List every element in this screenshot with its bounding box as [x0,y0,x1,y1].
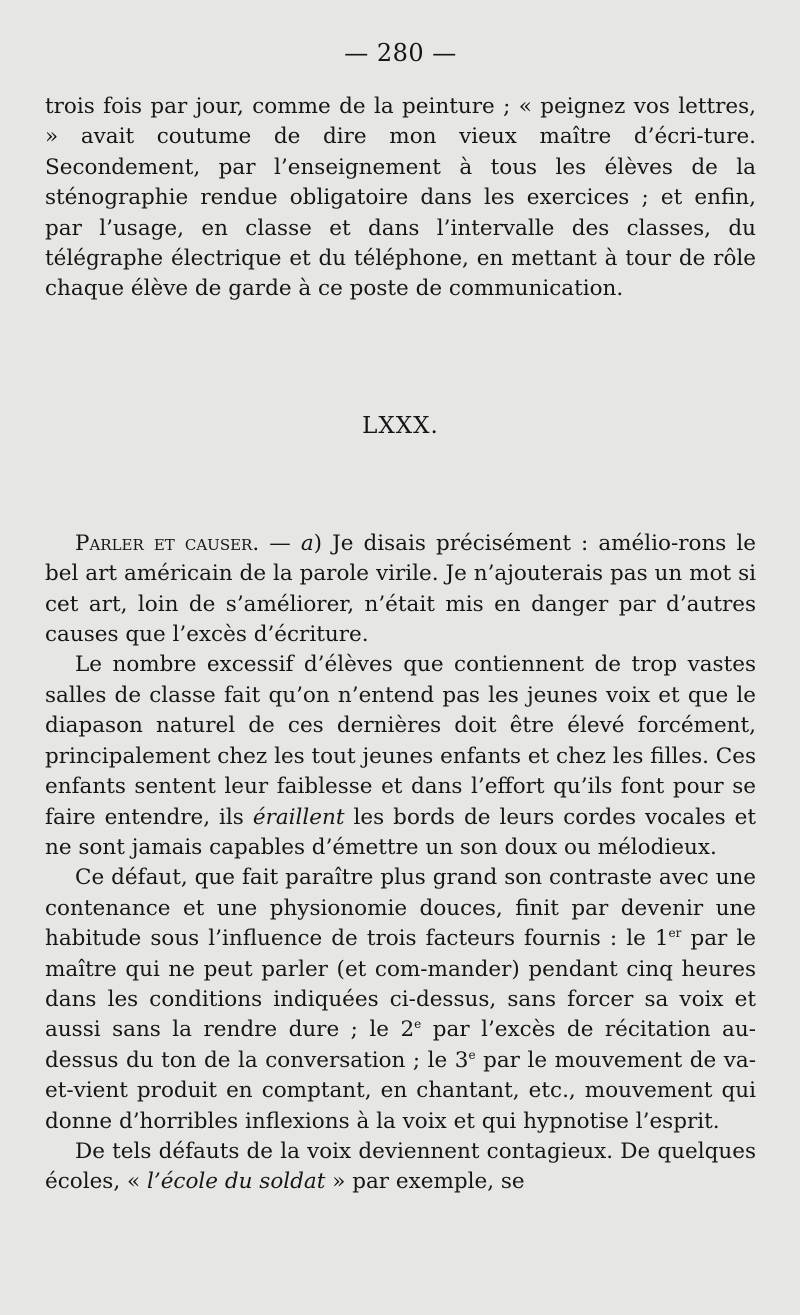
paragraph-text: Ce défaut, que fait paraître plus grand son contraste avec une contenance et une physionomie douces, finit par devenir une habitude sous l’influence de trois facteurs fournis : le 1 [45,865,756,952]
paragraph-ce-defaut [45,863,756,1137]
emphasis-text: l’école du soldat [147,1169,326,1195]
ordinal-suffix: e [414,1017,422,1032]
section-heading: LXXX. [362,412,439,439]
paragraph-text: les bords de leurs cordes vocales et ne sont jamais capables d’émettre un son doux ou mélodieux. [45,804,756,860]
emphasis-text: éraillent [252,804,345,830]
paragraph-nombre-excessif [45,650,756,863]
paragraph-text: De tels défauts de la voix deviennent contagieux. De quelques écoles, « [45,1138,756,1195]
dash: — [259,530,301,556]
paragraph-defauts-contagieux [45,1137,756,1198]
item-marker-paren: ) [313,530,323,556]
ordinal-suffix: e [468,1047,476,1062]
paragraph-parler-et-causer [45,529,756,651]
paragraph-text: par l’excès de récitation au-dessus du ton de la conversation ; le 3 [45,1017,756,1073]
paragraph-text: » par exemple, se [325,1169,525,1195]
paragraph-text: par le maître qui ne peut parler (et com-mander) pendant cinq heures dans les conditions indiquées ci-dessus, sans forcer sa voix et aussi sans la rendre dure ; le 2 [45,926,756,1043]
section-title-lead: Parler et causer. [75,530,260,556]
paragraph-text: Le nombre excessif d’élèves que contiennent de trop vastes salles de classe fait qu’on n’entend pas les jeunes voix et que le diapason naturel de ces dernières doit être élevé forcément, principalement chez les tout jeunes enfants et chez les filles. Ces enfants sentent leur faiblesse et dans l’effort qu’ils font pour se faire entendre, ils [45,652,756,830]
paragraph-text: par le mouvement de va-et-vient produit en comptant, en chantant, etc., mouvement qui donne d’horribles inflexions à la voix et qui hypnotise l’esprit. [45,1047,756,1134]
item-marker-letter: a [300,530,314,556]
ordinal-suffix: er [668,925,682,940]
continued-paragraph: trois fois par jour, comme de la peinture ; « peignez vos lettres, » avait coutume de dire mon vieux maître d’écri-ture. Secondement, par l’enseignement à tous les élèves de la sténographie rendue obligatoire dans les exercices ; et enfin, par l’usage, en classe et dans l’intervalle des classes, du télégraphe électrique et du téléphone, en mettant à tour de rôle chaque élève de garde à ce poste de communication. [45,94,756,302]
page-number: — 280 — [344,39,457,67]
paragraph-text: Je disais précisément : amélio-rons le bel art américain de la parole virile. Je n’ajouterais pas un mot si cet art, loin de s’améliorer, n’était mis en danger par d’autres causes que l’excès d’écriture. [45,530,757,648]
